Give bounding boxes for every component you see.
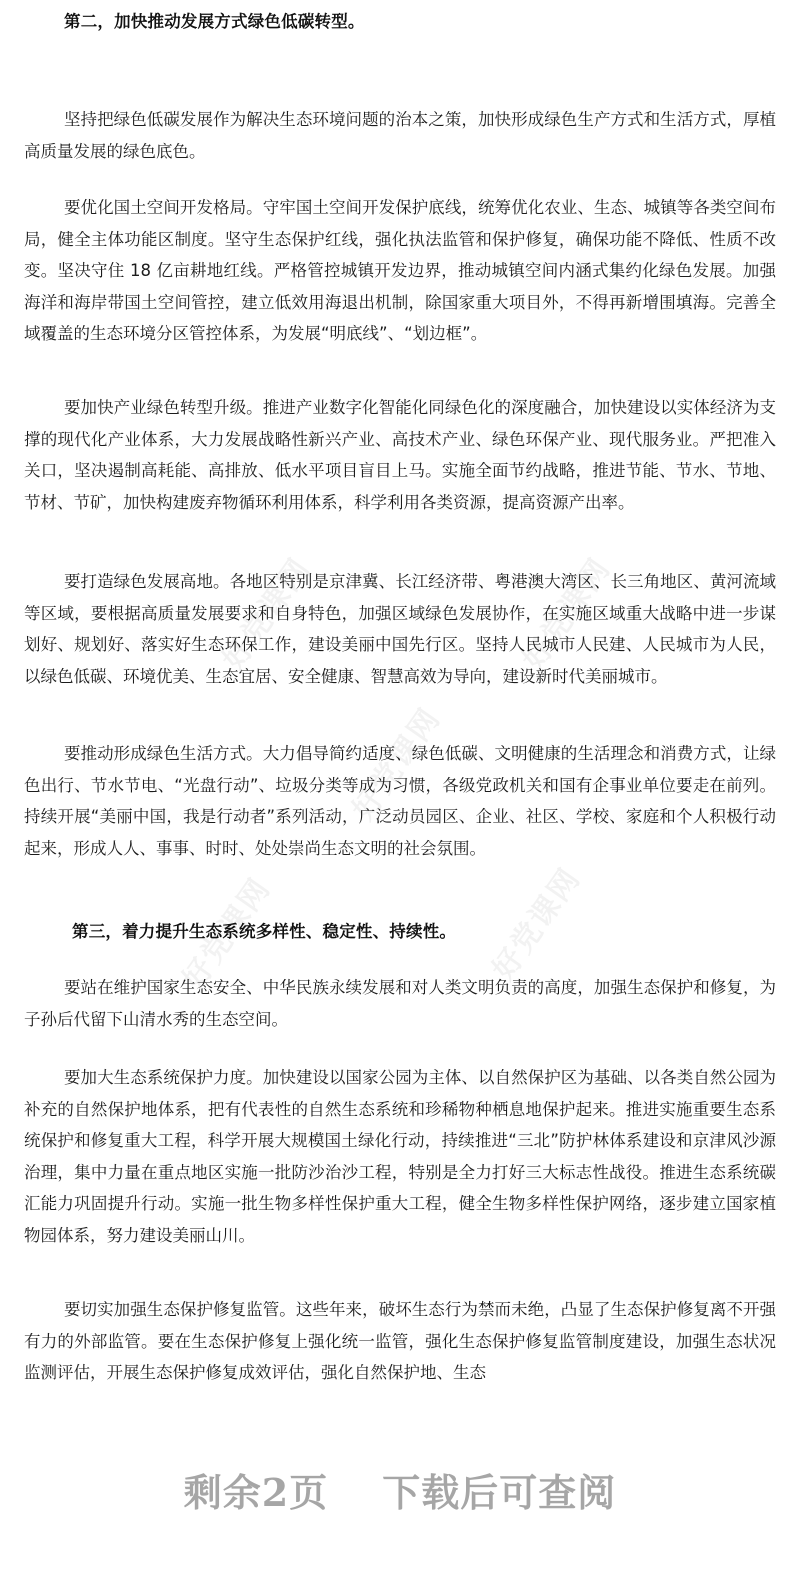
watermark: 好党课网 bbox=[485, 861, 588, 987]
paragraph: 要站在维护国家生态安全、中华民族永续发展和对人类文明负责的高度，加强生态保护和修复，为子孙后代留下山清水秀的生态空间。 bbox=[24, 978, 776, 1029]
section-heading: 第二，加快推动发展方式绿色低碳转型。 bbox=[64, 12, 365, 31]
paragraph: 要打造绿色发展高地。各地区特别是京津冀、长江经济带、粤港澳大湾区、长三角地区、黄河流域等区域，要根据高质量发展要求和自身特色，加强区域绿色发展协作，在实施区域重大战略中进一步谋划好、规划好、落实好生态环保工作，建设美丽中国先行区。坚持人民城市人民建、人民城市为人民，以绿色低碳、环境优美、生态宜居、安全健康、智慧高效为导向，建设新时代美丽城市。 bbox=[24, 572, 776, 686]
watermark: 好党课网 bbox=[345, 701, 448, 827]
paragraph: 要加快产业绿色转型升级。推进产业数字化智能化同绿色化的深度融合，加快建设以实体经济为支撑的现代化产业体系，大力发展战略性新兴产业、高技术产业、绿色环保产业、现代服务业。严把准入关口，坚决遏制高耗能、高排放、低水平项目盲目上马。实施全面节约战略，推进节能、节水、节地、节材、节矿，加快构建废弃物循环利用体系，科学利用各类资源，提高资源产出率。 bbox=[24, 398, 776, 512]
paragraph: 要推动形成绿色生活方式。大力倡导简约适度、绿色低碳、文明健康的生活理念和消费方式，让绿色出行、节水节电、“光盘行动”、垃圾分类等成为习惯，各级党政机关和国有企事业单位要走在前列。持续开展“美丽中国，我是行动者”系列活动，广泛动员园区、企业、社区、学校、家庭和个人积极行动起来，形成人人、事事、时时、处处崇尚生态文明的社会氛围。 bbox=[24, 744, 776, 858]
remaining-pages-label: 剩余2页 bbox=[183, 1470, 329, 1515]
download-to-view-label: 下载后可查阅 bbox=[382, 1470, 617, 1515]
watermark: 好党课网 bbox=[215, 551, 318, 677]
paragraph: 要加大生态系统保护力度。加快建设以国家公园为主体、以自然保护区为基础、以各类自然公园为补充的自然保护地体系，把有代表性的自然生态系统和珍稀物种栖息地保护起来。推进实施重要生态系统保护和修复重大工程，科学开展大规模国土绿化行动，持续推进“三北”防护林体系建设和京津风沙源治理，集中力量在重点地区实施一批防沙治沙工程，特别是全力打好三大标志性战役。推进生态系统碳汇能力巩固提升行动。实施一批生物多样性保护重大工程，健全生物多样性保护网络，逐步建立国家植物园体系，努力建设美丽山川。 bbox=[24, 1068, 776, 1245]
watermark: 好党课网 bbox=[175, 871, 278, 997]
watermark: 好党课网 bbox=[515, 551, 618, 677]
paragraph: 要优化国土空间开发格局。守牢国土空间开发保护底线，统筹优化农业、生态、城镇等各类空间布局，健全主体功能区制度。坚守生态保护红线，强化执法监管和保护修复，确保功能不降低、性质不改变。坚决守住 18 亿亩耕地红线。严格管控城镇开发边界，推动城镇空间内涵式集约化绿色发展。加强海洋和海岸带国土空间管控，建立低效用海退出机制，除国家重大项目外，不得再新增围填海。完善全域覆盖的生态环境分区管控体系，为发展“明底线”、“划边框”。 bbox=[24, 198, 776, 343]
remaining-pages-banner[interactable] bbox=[0, 1462, 800, 1517]
paragraph: 要切实加强生态保护修复监管。这些年来，破坏生态行为禁而未绝，凸显了生态保护修复离不开强有力的外部监管。要在生态保护修复上强化统一监管，强化生态保护修复监管制度建设，加强生态状况监测评估，开展生态保护修复成效评估，强化自然保护地、生态 bbox=[24, 1300, 776, 1382]
section-heading: 第三，着力提升生态系统多样性、稳定性、持续性。 bbox=[72, 922, 457, 941]
paragraph: 坚持把绿色低碳发展作为解决生态环境问题的治本之策，加快形成绿色生产方式和生活方式，厚植高质量发展的绿色底色。 bbox=[24, 110, 776, 161]
